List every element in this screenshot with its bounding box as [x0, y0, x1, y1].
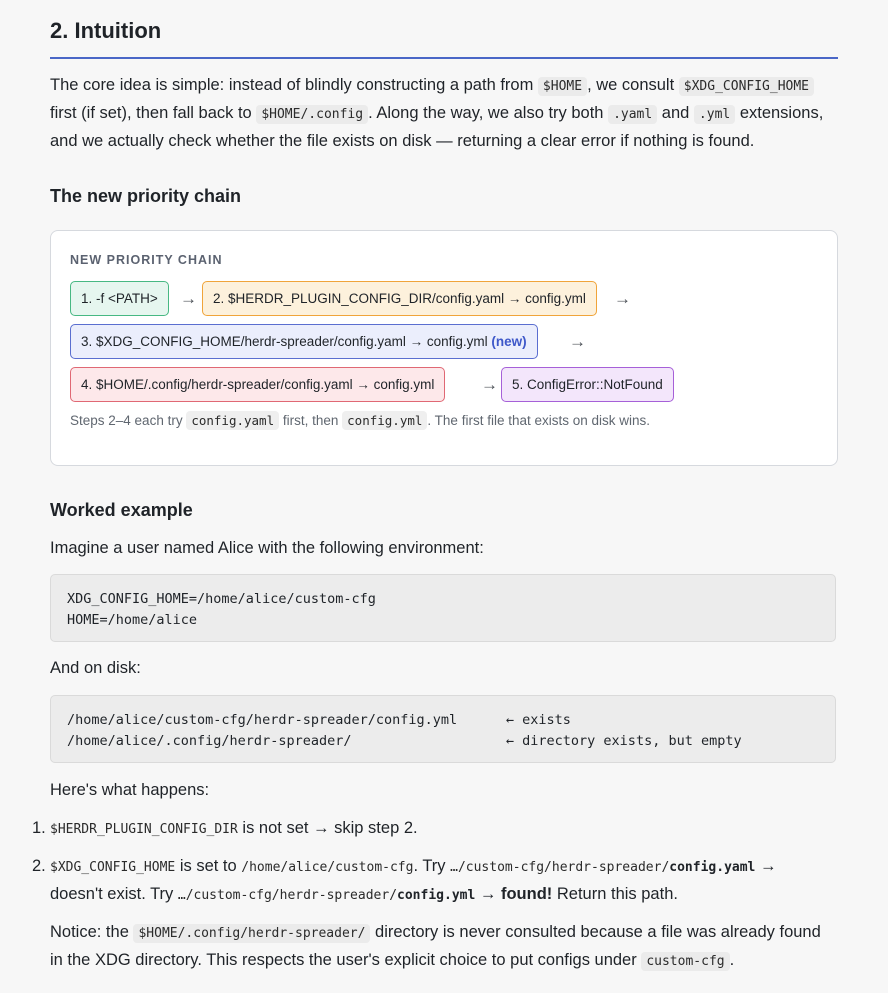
- chain-step-4: [70, 367, 445, 402]
- step-text: Return this path.: [552, 885, 678, 903]
- notice-text: in the XDG directory. This respects the user's explicit choice to put configs under: [50, 951, 642, 969]
- chain-step-3: [70, 324, 538, 359]
- step-text: →: [475, 885, 501, 903]
- step-text: doesn't exist. Try: [50, 885, 178, 903]
- priority-chain-heading: The new priority chain: [50, 186, 242, 206]
- inline-code-yaml: .yaml: [608, 105, 657, 124]
- note-text: Steps 2–4 each try: [70, 413, 187, 428]
- inline-code-config-yml: config.yml: [397, 888, 476, 903]
- list-item: [32, 815, 838, 843]
- inline-code-config-yaml: config.yaml: [186, 411, 279, 430]
- intro-text: and we actually check whether the file exists on disk — returning a clear error if nothing is found.: [50, 132, 755, 150]
- inline-code-try-path: …/custom-cfg/herdr-spreader/: [450, 860, 670, 875]
- inline-code-custom-cfg: custom-cfg: [641, 952, 729, 971]
- note-text: . The first file that exists on disk wins.: [427, 413, 651, 428]
- notice-paragraph: [50, 919, 838, 975]
- intro-text: and: [657, 104, 694, 122]
- notice-text: directory is never consulted because a file was already found: [370, 923, 821, 941]
- arrow-icon: →: [481, 375, 498, 394]
- new-tag: (new): [491, 334, 527, 349]
- section-title: 2. Intuition: [50, 18, 162, 43]
- list-item: [32, 853, 838, 909]
- intro-text: , we consult: [587, 76, 679, 94]
- disk-intro: And on disk:: [50, 659, 141, 677]
- inline-code-config-yaml: config.yaml: [669, 860, 756, 875]
- step-text: is set to: [175, 857, 242, 875]
- env-code-block: XDG_CONFIG_HOME=/home/alice/custom-cfg HOME=/home/alice: [50, 574, 836, 642]
- arrow-icon: →: [614, 289, 631, 308]
- steps-list: [32, 815, 838, 909]
- chain-step-label: 2. $HERDR_PLUGIN_CONFIG_DIR/config.yaml → config.yml: [213, 291, 586, 306]
- chain-step-1: [70, 281, 169, 316]
- list-number: 1.: [32, 819, 46, 837]
- chain-note: [70, 413, 650, 428]
- inline-code-try-path: …/custom-cfg/herdr-spreader/: [177, 888, 398, 903]
- intro-text: . Along the way, we also try both: [368, 104, 609, 122]
- list-number: 2.: [32, 857, 46, 875]
- priority-chain-diagram: [50, 230, 838, 466]
- worked-example-heading: Worked example: [50, 500, 193, 520]
- intro-text: extensions,: [735, 104, 824, 122]
- inline-code-home-config: $HOME/.config: [256, 105, 368, 124]
- chain-step-label: 1. -f <PATH>: [81, 291, 158, 306]
- chain-step-5: [501, 367, 674, 402]
- step-text: is not set → skip step 2.: [237, 819, 418, 837]
- chain-step-label: 3. $XDG_CONFIG_HOME/herdr-spreader/config.yaml → config.yml: [81, 334, 488, 349]
- inline-code-custom-cfg-path: /home/alice/custom-cfg: [241, 860, 414, 875]
- intro-paragraph: [50, 72, 838, 155]
- inline-code-xdg: $XDG_CONFIG_HOME: [50, 860, 176, 875]
- inline-code-plugin-dir: $HERDR_PLUGIN_CONFIG_DIR: [50, 822, 238, 837]
- inline-code-config-yml: config.yml: [342, 411, 427, 430]
- inline-code-yml: .yml: [694, 105, 735, 124]
- arrow-icon: →: [180, 289, 197, 308]
- inline-code-xdg: $XDG_CONFIG_HOME: [679, 77, 814, 96]
- chain-step-label: 4. $HOME/.config/herdr-spreader/config.yaml → config.yml: [81, 377, 435, 392]
- inline-code-home-config-dir: $HOME/.config/herdr-spreader/: [133, 924, 370, 943]
- diagram-heading: NEW PRIORITY CHAIN: [70, 253, 223, 267]
- chain-step-2: [202, 281, 597, 316]
- found-text: found!: [500, 885, 553, 903]
- arrow-icon: →: [569, 332, 586, 351]
- section-divider: [50, 57, 838, 59]
- notice-text: .: [729, 951, 735, 969]
- step-text: →: [755, 857, 777, 875]
- note-text: first, then: [279, 413, 343, 428]
- happens-text: Here's what happens:: [50, 781, 210, 799]
- disk-code-block: /home/alice/custom-cfg/herdr-spreader/config.yml ← exists /home/alice/.config/herdr-spreader/ ← directory exists, but empty: [50, 695, 836, 763]
- intro-text: The core idea is simple: instead of blindly constructing a path from: [50, 76, 538, 94]
- notice-text: Notice: the: [50, 923, 134, 941]
- chain-step-label: 5. ConfigError::NotFound: [512, 377, 663, 392]
- inline-code-home: $HOME: [538, 77, 587, 96]
- intro-text: first (if set), then fall back to: [50, 104, 257, 122]
- example-intro: Imagine a user named Alice with the following environment:: [50, 539, 484, 557]
- step-text: . Try: [413, 857, 451, 875]
